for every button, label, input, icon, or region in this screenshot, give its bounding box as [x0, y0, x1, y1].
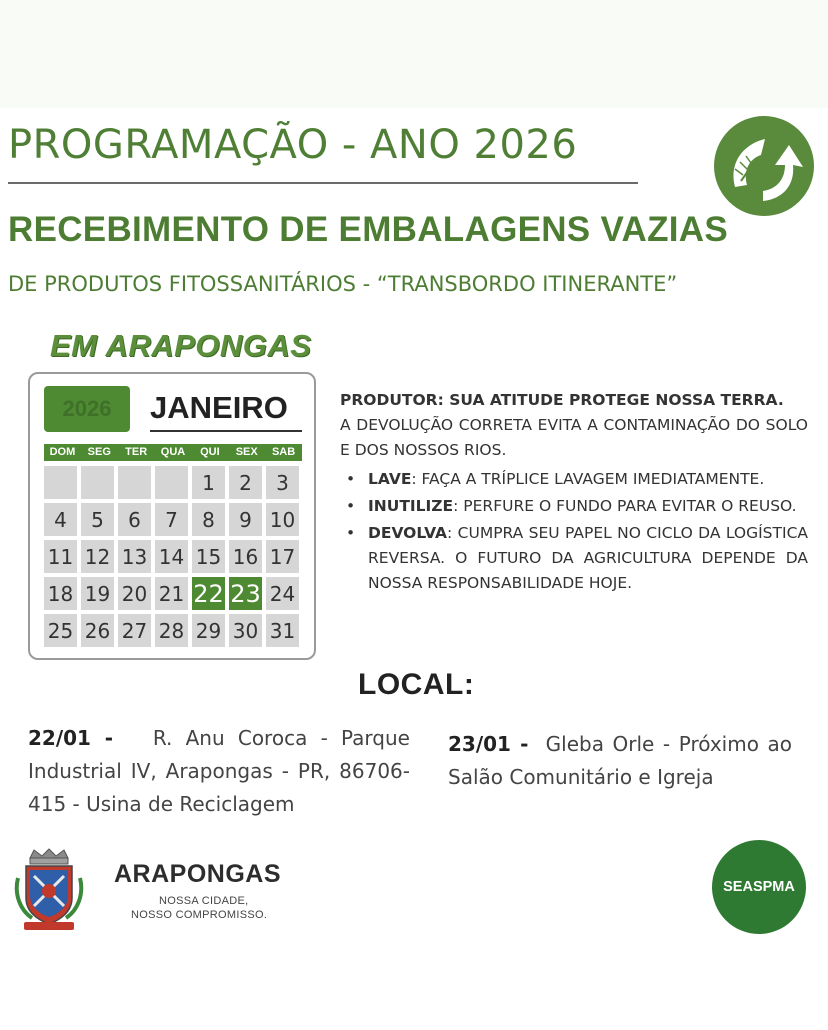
calendar-day: 14: [155, 540, 188, 573]
page-title: PROGRAMAÇÃO - ANO 2026: [8, 122, 578, 168]
info-panel: [340, 388, 808, 598]
location-22: [28, 722, 410, 821]
instruction-term: DEVOLVA: [368, 524, 448, 542]
calendar-day: 3: [266, 466, 299, 499]
brand-name: ARAPONGAS: [114, 860, 282, 888]
weekday-label: SEG: [87, 446, 111, 458]
leaf-recycle-arrow-icon: [713, 115, 815, 217]
weekday-label: SEX: [235, 446, 258, 458]
calendar-empty-cell: [81, 466, 114, 499]
calendar-day: 8: [192, 503, 225, 536]
list-item: [340, 494, 808, 519]
location-address: Gleba Orle - Próximo ao Salão Comunitário e Igreja: [448, 732, 793, 789]
location-address: R. Anu Coroca - Parque Industrial IV, Arapongas - PR, 86706-415 - Usina de Reciclagem: [28, 726, 410, 816]
coat-of-arms-icon: [12, 848, 86, 932]
weekday-label: DOM: [49, 446, 76, 458]
calendar-day: 5: [81, 503, 114, 536]
calendar-day: 18: [44, 577, 77, 610]
calendar-day: 17: [266, 540, 299, 573]
city-label: EM ARAPONGAS: [50, 328, 312, 363]
brand-tagline: NOSSO COMPROMISSO.: [131, 909, 268, 921]
calendar-day: 11: [44, 540, 77, 573]
info-text: A DEVOLUÇÃO CORRETA EVITA A CONTAMINAÇÃO DO SOLO E DOS NOSSOS RIOS.: [340, 416, 808, 459]
calendar-day: 15: [192, 540, 225, 573]
weekday-label: QUI: [200, 446, 220, 458]
local-heading: LOCAL:: [358, 668, 475, 701]
section-subheading: DE PRODUTOS FITOSSANITÁRIOS - “TRANSBORDO ITINERANTE”: [8, 272, 678, 296]
instruction-text: : CUMPRA SEU PAPEL NO CICLO DA LOGÍSTICA REVERSA. O FUTURO DA AGRICULTURA DEPENDE DA NOSSA RESPONSABILIDADE HOJE.: [368, 524, 808, 592]
calendar-day: 9: [229, 503, 262, 536]
calendar-day: 2: [229, 466, 262, 499]
calendar-empty-cell: [118, 466, 151, 499]
calendar-day: 25: [44, 614, 77, 647]
calendar-empty-cell: [44, 466, 77, 499]
weekday-header: [44, 444, 302, 461]
calendar-day: 24: [266, 577, 299, 610]
calendar-empty-cell: [155, 466, 188, 499]
weekday-label: QUA: [160, 446, 186, 458]
calendar-day: 30: [229, 614, 262, 647]
weekday-label: SAB: [271, 446, 296, 458]
list-item: [340, 521, 808, 596]
section-heading: RECEBIMENTO DE EMBALAGENS VAZIAS: [8, 210, 729, 249]
calendar-day: 28: [155, 614, 188, 647]
calendar-day: 29: [192, 614, 225, 647]
calendar-day-highlighted: 22: [192, 577, 225, 610]
top-band: [0, 0, 828, 108]
calendar-grid: [44, 466, 304, 647]
weekday-label: TER: [125, 446, 148, 458]
calendar-day: 4: [44, 503, 77, 536]
brand-tagline: NOSSA CIDADE,: [159, 895, 249, 907]
calendar-day-highlighted: 23: [229, 577, 262, 610]
calendar-day: 21: [155, 577, 188, 610]
calendar-day: 26: [81, 614, 114, 647]
instruction-text: : PERFURE O FUNDO PARA EVITAR O REUSO.: [453, 497, 797, 515]
calendar-day: 13: [118, 540, 151, 573]
calendar-day: 1: [192, 466, 225, 499]
calendar-day: 19: [81, 577, 114, 610]
title-divider: [8, 182, 638, 184]
instruction-list: [340, 467, 808, 596]
calendar-year: 2026: [44, 386, 130, 432]
instruction-text: : FAÇA A TRÍPLICE LAVAGEM IMEDIATAMENTE.: [411, 470, 765, 488]
info-lead: PRODUTOR: SUA ATITUDE PROTEGE NOSSA TERRA.: [340, 391, 784, 409]
calendar-day: 10: [266, 503, 299, 536]
location-23: [448, 728, 792, 794]
location-date: 23/01 -: [448, 732, 529, 756]
calendar-day: 12: [81, 540, 114, 573]
calendar-day: 6: [118, 503, 151, 536]
calendar-day: 31: [266, 614, 299, 647]
instruction-term: LAVE: [368, 470, 412, 488]
instruction-term: INUTILIZE: [368, 497, 454, 515]
month-underline: [150, 430, 302, 432]
seaspma-seal: SEASPMA: [712, 840, 806, 934]
list-item: [340, 467, 808, 492]
calendar: [28, 372, 316, 660]
calendar-day: 16: [229, 540, 262, 573]
calendar-month: JANEIRO: [150, 390, 288, 425]
calendar-day: 20: [118, 577, 151, 610]
location-date: 22/01 -: [28, 726, 114, 750]
calendar-day: 27: [118, 614, 151, 647]
calendar-day: 7: [155, 503, 188, 536]
